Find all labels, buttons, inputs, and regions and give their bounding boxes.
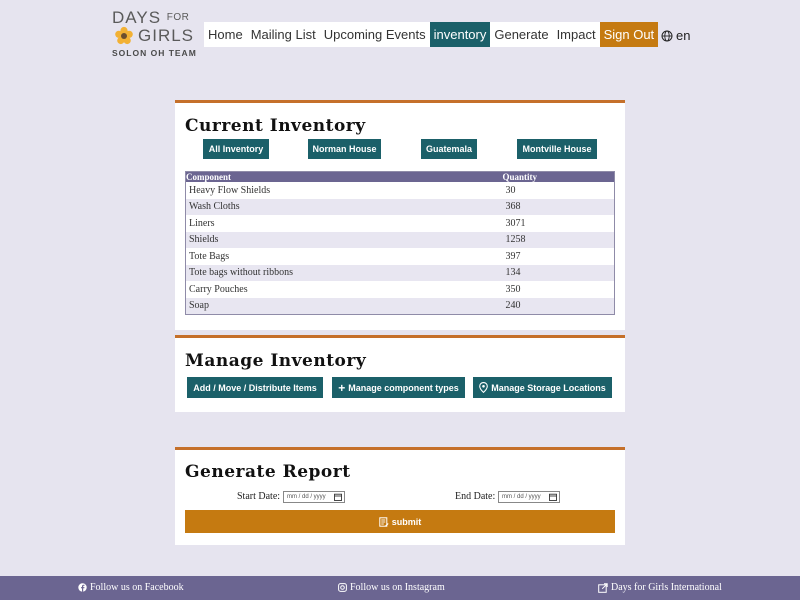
end-date-input[interactable] xyxy=(498,491,560,503)
external-link-icon xyxy=(598,583,608,593)
quantity-cell: 30 xyxy=(505,184,516,196)
plus-icon: + xyxy=(338,380,346,395)
brand-line2: GIRLS xyxy=(138,26,195,45)
submit-button[interactable] xyxy=(185,510,615,533)
current-inventory-card xyxy=(175,100,625,330)
report-icon xyxy=(379,517,389,527)
flower-icon xyxy=(114,26,134,46)
international-label: Days for Girls International xyxy=(611,582,722,593)
table-row xyxy=(186,298,615,315)
table-row xyxy=(186,232,615,249)
instagram-label: Follow us on Instagram xyxy=(350,582,445,593)
submit-label: submit xyxy=(391,516,422,527)
main-nav xyxy=(204,22,658,47)
calendar-icon xyxy=(334,493,342,501)
filter-all-inventory[interactable]: All Inventory xyxy=(203,139,269,159)
table-row xyxy=(186,248,615,265)
manage-storage-locations-label: Manage Storage Locations xyxy=(491,382,606,393)
brand-subtitle: SOLON OH TEAM xyxy=(112,48,197,58)
manage-storage-locations-button[interactable] xyxy=(473,377,612,398)
table-row xyxy=(186,199,615,216)
nav-home[interactable]: Home xyxy=(208,27,243,42)
generate-report-card xyxy=(175,447,625,545)
instagram-icon xyxy=(338,583,347,592)
language-selector[interactable] xyxy=(661,28,690,43)
table-row xyxy=(186,265,615,282)
column-header-component: Component xyxy=(186,172,503,183)
start-date-input[interactable] xyxy=(283,491,345,503)
component-cell: Shields xyxy=(186,232,503,249)
current-inventory-title: Current Inventory xyxy=(185,116,366,136)
manage-component-types-button[interactable] xyxy=(332,377,465,398)
table-row xyxy=(186,215,615,232)
calendar-icon xyxy=(549,493,557,501)
facebook-link[interactable] xyxy=(78,582,184,593)
nav-mailing-list[interactable]: Mailing List xyxy=(250,27,316,42)
nav-inventory[interactable]: inventory xyxy=(430,22,491,47)
component-cell: Tote Bags xyxy=(189,250,230,262)
end-date-placeholder: mm / dd / yyyy xyxy=(502,494,541,500)
start-date-placeholder: mm / dd / yyyy xyxy=(287,494,326,500)
facebook-icon xyxy=(78,583,87,592)
add-move-distribute-label: Add / Move / Distribute Items xyxy=(193,382,317,393)
map-pin-icon xyxy=(479,382,488,393)
component-cell: Liners xyxy=(189,217,215,229)
brand-logo[interactable] xyxy=(110,8,202,60)
brand-line1: DAYS FOR xyxy=(112,8,190,27)
table-row xyxy=(186,182,615,199)
language-code: en xyxy=(676,28,691,43)
nav-upcoming-events[interactable]: Upcoming Events xyxy=(323,27,426,42)
component-cell: Heavy Flow Shields xyxy=(189,184,271,196)
filter-guatemala[interactable]: Guatemala xyxy=(421,139,477,159)
quantity-cell: 1258 xyxy=(503,232,615,249)
instagram-link[interactable] xyxy=(338,582,445,593)
quantity-cell: 134 xyxy=(503,265,615,282)
days-for-girls-international-link[interactable] xyxy=(598,582,722,593)
quantity-cell: 397 xyxy=(505,250,521,262)
end-date-label: End Date: xyxy=(455,491,496,502)
manage-inventory-title: Manage Inventory xyxy=(185,351,367,371)
globe-icon xyxy=(661,30,673,42)
sign-out-button[interactable]: Sign Out xyxy=(600,22,659,47)
manage-inventory-card xyxy=(175,335,625,412)
quantity-cell: 3071 xyxy=(505,217,526,229)
column-header-quantity: Quantity xyxy=(503,172,615,183)
generate-report-title: Generate Report xyxy=(185,462,351,482)
add-move-distribute-button[interactable] xyxy=(187,377,323,398)
manage-component-types-label: Manage component types xyxy=(348,382,459,393)
table-header-row xyxy=(186,172,615,183)
quantity-cell: 240 xyxy=(503,298,615,315)
component-cell: Wash Cloths xyxy=(186,199,503,216)
table-row xyxy=(186,281,615,298)
filter-norman-house[interactable]: Norman House xyxy=(308,139,381,159)
footer xyxy=(0,576,800,600)
nav-generate[interactable]: Generate xyxy=(494,27,549,42)
component-cell: Soap xyxy=(186,298,503,315)
inventory-table xyxy=(185,171,615,315)
start-date-label: Start Date: xyxy=(237,491,281,502)
quantity-cell: 350 xyxy=(505,283,521,295)
component-cell: Tote bags without ribbons xyxy=(186,265,503,282)
facebook-label: Follow us on Facebook xyxy=(90,582,184,593)
nav-impact[interactable]: Impact xyxy=(556,27,596,42)
filter-montville-house[interactable]: Montville House xyxy=(517,139,597,159)
quantity-cell: 368 xyxy=(503,199,615,216)
component-cell: Carry Pouches xyxy=(189,283,248,295)
